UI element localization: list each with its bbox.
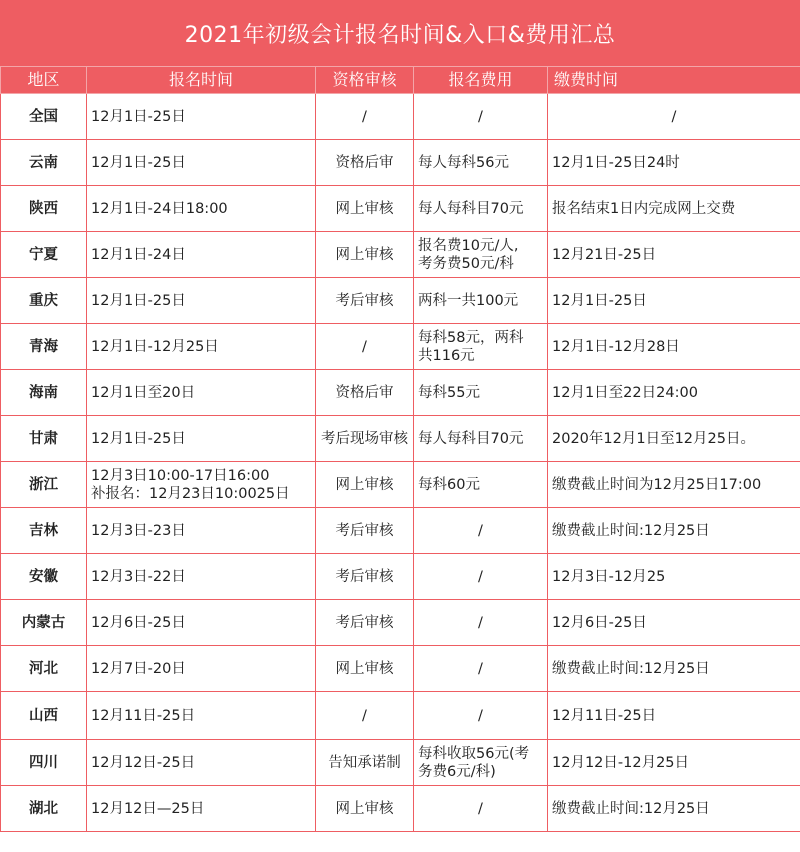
cell-pay: 12月1日-12月28日 [548, 324, 800, 370]
cell-review: 考后现场审核 [316, 416, 414, 462]
cell-fee: 每科收取56元(考 务费6元/科) [414, 740, 548, 786]
table-row [1, 140, 800, 186]
cell-time: 12月3日10:00-17日16:00 补报名：12月23日10:0025日 [87, 462, 316, 508]
header-review: 资格审核 [316, 67, 414, 94]
cell-time: 12月1日-25日 [87, 278, 316, 324]
cell-pay: 12月6日-25日 [548, 600, 800, 646]
table-row [1, 646, 800, 692]
cell-review: 资格后审 [316, 370, 414, 416]
cell-review: 考后审核 [316, 278, 414, 324]
page-title: 2021年初级会计报名时间&入口&费用汇总 [0, 0, 800, 66]
cell-review: 告知承诺制 [316, 740, 414, 786]
cell-fee: / [414, 554, 548, 600]
cell-fee: / [414, 692, 548, 740]
cell-review: 资格后审 [316, 140, 414, 186]
cell-pay: 12月1日至22日24:00 [548, 370, 800, 416]
cell-pay: 12月1日-25日 [548, 278, 800, 324]
cell-time: 12月6日-25日 [87, 600, 316, 646]
cell-fee: 每科60元 [414, 462, 548, 508]
cell-time: 12月3日-23日 [87, 508, 316, 554]
cell-pay: 缴费截止时间:12月25日 [548, 508, 800, 554]
cell-region: 浙江 [1, 462, 87, 508]
table-row [1, 508, 800, 554]
cell-time: 12月1日-12月25日 [87, 324, 316, 370]
table-header-row [1, 67, 800, 94]
cell-time: 12月11日-25日 [87, 692, 316, 740]
table-row [1, 692, 800, 740]
cell-fee: / [414, 786, 548, 832]
cell-pay: 缴费截止时间为12月25日17:00 [548, 462, 800, 508]
cell-fee: / [414, 600, 548, 646]
cell-time: 12月3日-22日 [87, 554, 316, 600]
cell-region: 重庆 [1, 278, 87, 324]
header-time: 报名时间 [87, 67, 316, 94]
cell-region: 安徽 [1, 554, 87, 600]
table-row [1, 416, 800, 462]
cell-pay: 缴费截止时间:12月25日 [548, 646, 800, 692]
cell-pay: 缴费截止时间:12月25日 [548, 786, 800, 832]
cell-fee: / [414, 508, 548, 554]
cell-pay: 12月21日-25日 [548, 232, 800, 278]
cell-region: 宁夏 [1, 232, 87, 278]
cell-time: 12月7日-20日 [87, 646, 316, 692]
cell-review: 网上审核 [316, 786, 414, 832]
cell-pay: 12月3日-12月25 [548, 554, 800, 600]
cell-fee: 每人每科目70元 [414, 186, 548, 232]
cell-fee: 报名费10元/人, 考务费50元/科 [414, 232, 548, 278]
header-pay: 缴费时间 [548, 67, 800, 94]
cell-fee: 每科58元，两科 共116元 [414, 324, 548, 370]
table-row [1, 232, 800, 278]
table-row [1, 554, 800, 600]
cell-review: / [316, 94, 414, 140]
table-row [1, 600, 800, 646]
cell-region: 内蒙古 [1, 600, 87, 646]
cell-time: 12月1日-25日 [87, 416, 316, 462]
cell-region: 陕西 [1, 186, 87, 232]
cell-review: / [316, 324, 414, 370]
cell-region: 吉林 [1, 508, 87, 554]
cell-region: 青海 [1, 324, 87, 370]
fee-table [0, 66, 800, 832]
cell-fee: 每人每科56元 [414, 140, 548, 186]
cell-region: 山西 [1, 692, 87, 740]
cell-review: 考后审核 [316, 554, 414, 600]
cell-review: 网上审核 [316, 646, 414, 692]
table-row [1, 462, 800, 508]
cell-region: 四川 [1, 740, 87, 786]
header-fee: 报名费用 [414, 67, 548, 94]
cell-pay: 报名结束1日内完成网上交费 [548, 186, 800, 232]
cell-time: 12月12日-25日 [87, 740, 316, 786]
cell-time: 12月1日-25日 [87, 140, 316, 186]
cell-review: / [316, 692, 414, 740]
table-row [1, 370, 800, 416]
cell-region: 云南 [1, 140, 87, 186]
cell-region: 全国 [1, 94, 87, 140]
cell-review: 考后审核 [316, 600, 414, 646]
cell-pay: 12月1日-25日24时 [548, 140, 800, 186]
cell-review: 网上审核 [316, 186, 414, 232]
cell-pay: 12月11日-25日 [548, 692, 800, 740]
cell-region: 海南 [1, 370, 87, 416]
cell-fee: / [414, 646, 548, 692]
cell-time: 12月1日至20日 [87, 370, 316, 416]
cell-region: 甘肃 [1, 416, 87, 462]
table-row [1, 94, 800, 140]
cell-fee: 两科一共100元 [414, 278, 548, 324]
cell-time: 12月12日—25日 [87, 786, 316, 832]
cell-fee: / [414, 94, 548, 140]
cell-region: 河北 [1, 646, 87, 692]
table-row [1, 278, 800, 324]
table-row [1, 186, 800, 232]
cell-review: 网上审核 [316, 232, 414, 278]
cell-review: 考后审核 [316, 508, 414, 554]
cell-pay: / [548, 94, 800, 140]
table-row [1, 786, 800, 832]
header-region: 地区 [1, 67, 87, 94]
cell-time: 12月1日-25日 [87, 94, 316, 140]
cell-time: 12月1日-24日 [87, 232, 316, 278]
cell-fee: 每科55元 [414, 370, 548, 416]
cell-pay: 2020年12月1日至12月25日。 [548, 416, 800, 462]
cell-fee: 每人每科目70元 [414, 416, 548, 462]
cell-time: 12月1日-24日18:00 [87, 186, 316, 232]
table-row [1, 324, 800, 370]
table-row [1, 740, 800, 786]
cell-review: 网上审核 [316, 462, 414, 508]
cell-pay: 12月12日-12月25日 [548, 740, 800, 786]
cell-region: 湖北 [1, 786, 87, 832]
